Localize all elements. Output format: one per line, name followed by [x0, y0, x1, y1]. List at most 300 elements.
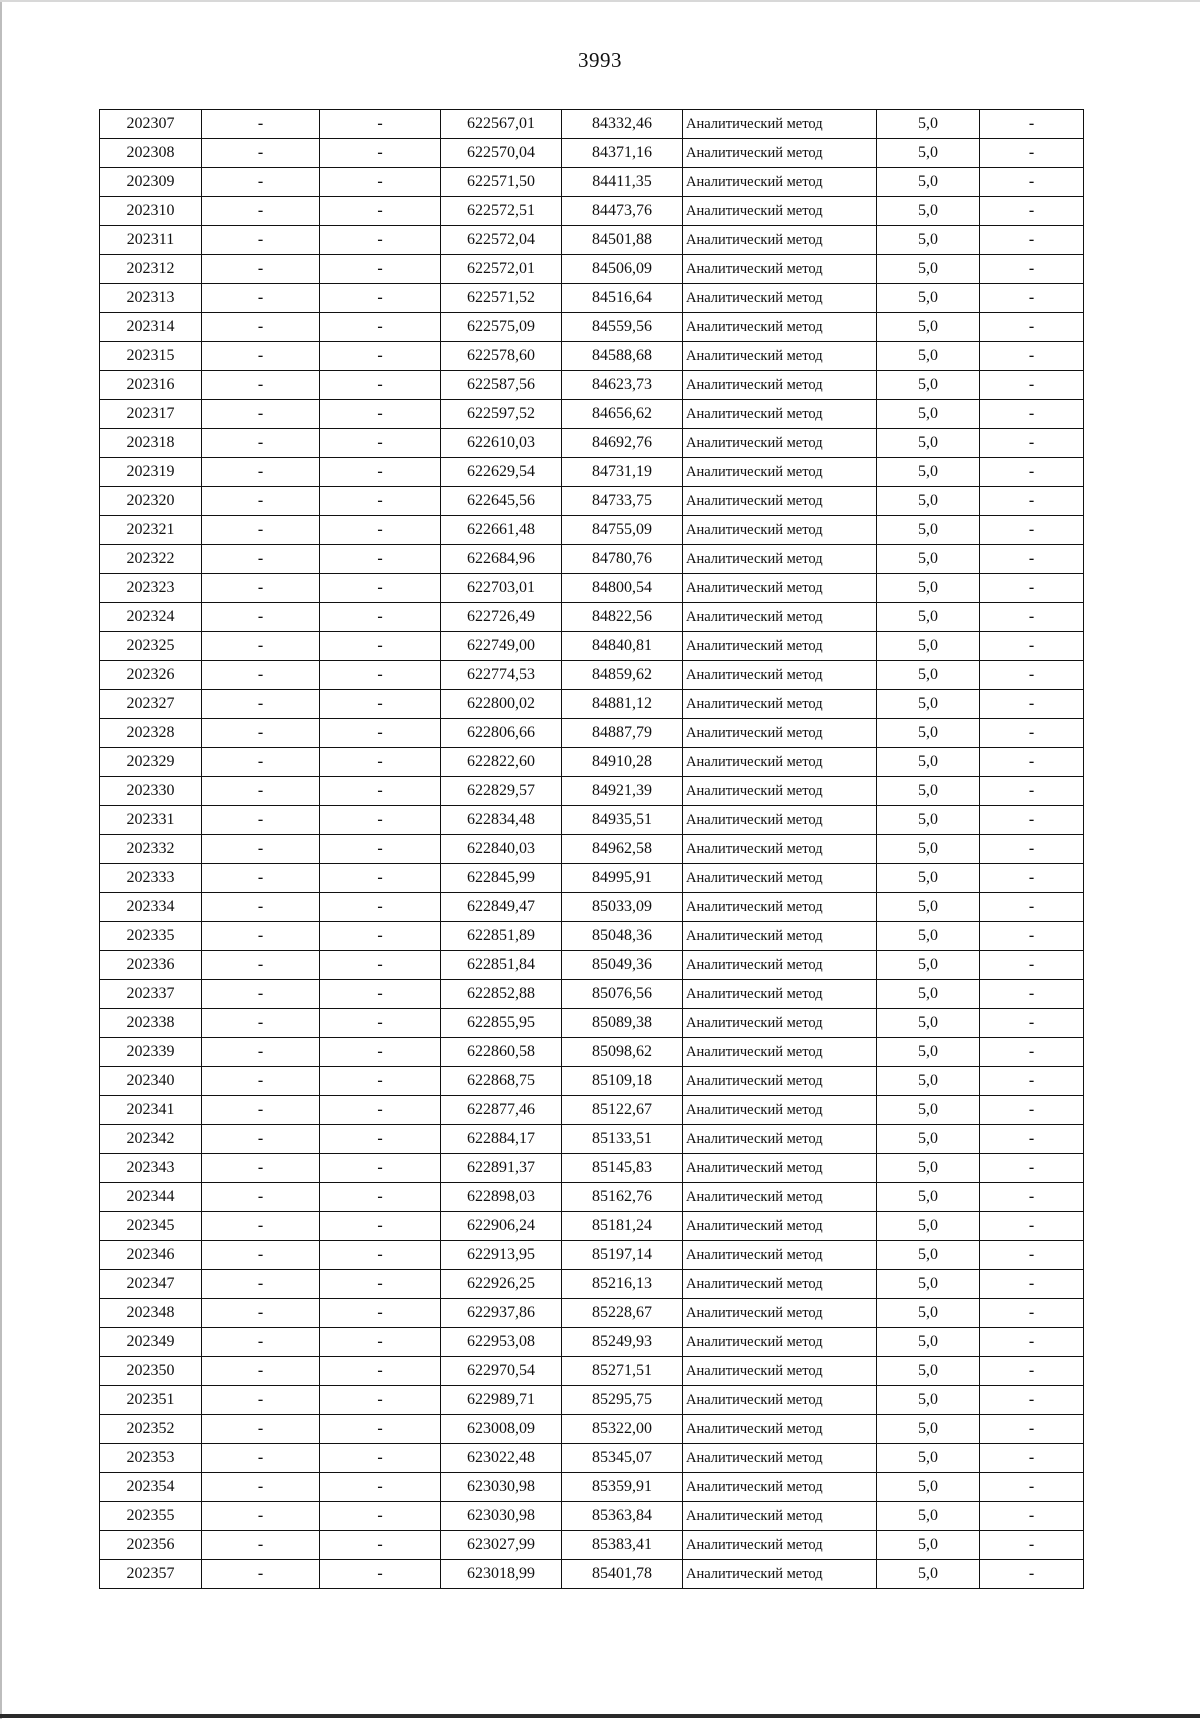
cell-method: Аналитический метод	[683, 545, 877, 574]
cell-empty-dash: -	[980, 603, 1084, 632]
cell-empty-dash: -	[980, 1502, 1084, 1531]
cell-coordinate-x: 622829,57	[441, 777, 562, 806]
cell-coordinate-y: 85133,51	[562, 1125, 683, 1154]
cell-coordinate-y: 85098,62	[562, 1038, 683, 1067]
cell-point-number: 202312	[100, 255, 202, 284]
cell-method: Аналитический метод	[683, 1560, 877, 1589]
cell-empty-dash: -	[980, 226, 1084, 255]
cell-coordinate-x: 622822,60	[441, 748, 562, 777]
cell-point-number: 202326	[100, 661, 202, 690]
cell-point-number: 202337	[100, 980, 202, 1009]
cell-coordinate-y: 84962,58	[562, 835, 683, 864]
cell-empty-dash: -	[980, 1444, 1084, 1473]
cell-point-number: 202335	[100, 922, 202, 951]
cell-empty-dash: -	[202, 1212, 320, 1241]
cell-empty-dash: -	[202, 1270, 320, 1299]
cell-coordinate-y: 84780,76	[562, 545, 683, 574]
cell-empty-dash: -	[202, 139, 320, 168]
cell-method: Аналитический метод	[683, 197, 877, 226]
cell-empty-dash: -	[980, 661, 1084, 690]
cell-empty-dash: -	[202, 1328, 320, 1357]
cell-point-number: 202317	[100, 400, 202, 429]
cell-coordinate-x: 622891,37	[441, 1154, 562, 1183]
cell-coordinate-y: 84371,16	[562, 139, 683, 168]
cell-coordinate-y: 84822,56	[562, 603, 683, 632]
cell-coordinate-y: 84559,56	[562, 313, 683, 342]
cell-coordinate-y: 84501,88	[562, 226, 683, 255]
cell-empty-dash: -	[202, 893, 320, 922]
cell-empty-dash: -	[320, 980, 441, 1009]
cell-accuracy: 5,0	[877, 1183, 980, 1212]
cell-empty-dash: -	[980, 1154, 1084, 1183]
cell-empty-dash: -	[980, 1299, 1084, 1328]
cell-point-number: 202307	[100, 110, 202, 139]
cell-empty-dash: -	[202, 1125, 320, 1154]
cell-empty-dash: -	[320, 1328, 441, 1357]
cell-empty-dash: -	[202, 864, 320, 893]
cell-empty-dash: -	[202, 980, 320, 1009]
cell-point-number: 202316	[100, 371, 202, 400]
cell-coordinate-x: 622852,88	[441, 980, 562, 1009]
cell-point-number: 202353	[100, 1444, 202, 1473]
cell-empty-dash: -	[980, 1560, 1084, 1589]
table-row	[100, 371, 1084, 400]
cell-point-number: 202323	[100, 574, 202, 603]
cell-coordinate-x: 622570,04	[441, 139, 562, 168]
cell-coordinate-x: 623030,98	[441, 1473, 562, 1502]
cell-point-number: 202308	[100, 139, 202, 168]
cell-point-number: 202321	[100, 516, 202, 545]
cell-coordinate-y: 84588,68	[562, 342, 683, 371]
cell-empty-dash: -	[980, 748, 1084, 777]
cell-method: Аналитический метод	[683, 400, 877, 429]
cell-empty-dash: -	[202, 719, 320, 748]
cell-coordinate-x: 623008,09	[441, 1415, 562, 1444]
cell-empty-dash: -	[202, 400, 320, 429]
cell-accuracy: 5,0	[877, 139, 980, 168]
cell-empty-dash: -	[980, 255, 1084, 284]
cell-method: Аналитический метод	[683, 661, 877, 690]
cell-point-number: 202350	[100, 1357, 202, 1386]
cell-empty-dash: -	[320, 806, 441, 835]
cell-coordinate-x: 622645,56	[441, 487, 562, 516]
cell-coordinate-y: 84910,28	[562, 748, 683, 777]
cell-point-number: 202354	[100, 1473, 202, 1502]
cell-empty-dash: -	[980, 313, 1084, 342]
table-row	[100, 429, 1084, 458]
cell-point-number: 202340	[100, 1067, 202, 1096]
cell-empty-dash: -	[320, 777, 441, 806]
table-row	[100, 1531, 1084, 1560]
cell-coordinate-y: 85363,84	[562, 1502, 683, 1531]
cell-empty-dash: -	[980, 197, 1084, 226]
cell-method: Аналитический метод	[683, 864, 877, 893]
cell-coordinate-x: 622884,17	[441, 1125, 562, 1154]
cell-accuracy: 5,0	[877, 1154, 980, 1183]
table-row	[100, 1386, 1084, 1415]
cell-method: Аналитический метод	[683, 1009, 877, 1038]
cell-empty-dash: -	[320, 864, 441, 893]
cell-method: Аналитический метод	[683, 1386, 877, 1415]
cell-accuracy: 5,0	[877, 1386, 980, 1415]
table-row	[100, 1415, 1084, 1444]
cell-empty-dash: -	[980, 342, 1084, 371]
cell-method: Аналитический метод	[683, 893, 877, 922]
cell-coordinate-x: 622898,03	[441, 1183, 562, 1212]
cell-accuracy: 5,0	[877, 748, 980, 777]
cell-empty-dash: -	[202, 487, 320, 516]
cell-coordinate-y: 84840,81	[562, 632, 683, 661]
cell-empty-dash: -	[980, 168, 1084, 197]
cell-accuracy: 5,0	[877, 255, 980, 284]
cell-method: Аналитический метод	[683, 922, 877, 951]
cell-empty-dash: -	[320, 632, 441, 661]
cell-method: Аналитический метод	[683, 980, 877, 1009]
cell-coordinate-y: 84995,91	[562, 864, 683, 893]
cell-empty-dash: -	[980, 1357, 1084, 1386]
cell-empty-dash: -	[320, 1560, 441, 1589]
cell-empty-dash: -	[980, 110, 1084, 139]
cell-coordinate-x: 622571,52	[441, 284, 562, 313]
cell-empty-dash: -	[320, 1357, 441, 1386]
cell-point-number: 202314	[100, 313, 202, 342]
cell-point-number: 202348	[100, 1299, 202, 1328]
cell-empty-dash: -	[980, 632, 1084, 661]
cell-empty-dash: -	[202, 516, 320, 545]
cell-empty-dash: -	[202, 371, 320, 400]
cell-point-number: 202345	[100, 1212, 202, 1241]
table-row	[100, 603, 1084, 632]
cell-accuracy: 5,0	[877, 226, 980, 255]
cell-empty-dash: -	[320, 1241, 441, 1270]
cell-point-number: 202322	[100, 545, 202, 574]
cell-point-number: 202339	[100, 1038, 202, 1067]
cell-point-number: 202324	[100, 603, 202, 632]
cell-coordinate-x: 622840,03	[441, 835, 562, 864]
cell-point-number: 202342	[100, 1125, 202, 1154]
cell-empty-dash: -	[980, 1270, 1084, 1299]
cell-accuracy: 5,0	[877, 487, 980, 516]
cell-empty-dash: -	[320, 603, 441, 632]
cell-method: Аналитический метод	[683, 1212, 877, 1241]
cell-empty-dash: -	[980, 806, 1084, 835]
cell-accuracy: 5,0	[877, 371, 980, 400]
cell-method: Аналитический метод	[683, 690, 877, 719]
cell-empty-dash: -	[980, 574, 1084, 603]
table-row	[100, 777, 1084, 806]
table-row	[100, 1154, 1084, 1183]
cell-method: Аналитический метод	[683, 777, 877, 806]
cell-coordinate-y: 85181,24	[562, 1212, 683, 1241]
cell-method: Аналитический метод	[683, 719, 877, 748]
cell-coordinate-x: 622684,96	[441, 545, 562, 574]
cell-coordinate-y: 85089,38	[562, 1009, 683, 1038]
cell-empty-dash: -	[320, 1096, 441, 1125]
cell-accuracy: 5,0	[877, 545, 980, 574]
cell-coordinate-x: 622726,49	[441, 603, 562, 632]
cell-method: Аналитический метод	[683, 110, 877, 139]
cell-accuracy: 5,0	[877, 1212, 980, 1241]
cell-accuracy: 5,0	[877, 661, 980, 690]
scan-edge-bottom	[0, 1714, 1200, 1718]
cell-method: Аналитический метод	[683, 1270, 877, 1299]
cell-point-number: 202330	[100, 777, 202, 806]
table-row	[100, 1444, 1084, 1473]
cell-method: Аналитический метод	[683, 1067, 877, 1096]
cell-accuracy: 5,0	[877, 719, 980, 748]
cell-coordinate-y: 84921,39	[562, 777, 683, 806]
cell-coordinate-x: 622855,95	[441, 1009, 562, 1038]
cell-method: Аналитический метод	[683, 632, 877, 661]
cell-point-number: 202334	[100, 893, 202, 922]
cell-empty-dash: -	[320, 748, 441, 777]
cell-empty-dash: -	[980, 400, 1084, 429]
cell-empty-dash: -	[980, 458, 1084, 487]
cell-empty-dash: -	[980, 1328, 1084, 1357]
cell-coordinate-y: 85076,56	[562, 980, 683, 1009]
cell-accuracy: 5,0	[877, 1067, 980, 1096]
cell-empty-dash: -	[202, 1299, 320, 1328]
cell-coordinate-x: 622849,47	[441, 893, 562, 922]
cell-empty-dash: -	[202, 1154, 320, 1183]
cell-accuracy: 5,0	[877, 1502, 980, 1531]
cell-point-number: 202329	[100, 748, 202, 777]
cell-coordinate-y: 85401,78	[562, 1560, 683, 1589]
cell-point-number: 202319	[100, 458, 202, 487]
cell-empty-dash: -	[202, 429, 320, 458]
cell-coordinate-x: 622989,71	[441, 1386, 562, 1415]
cell-accuracy: 5,0	[877, 1415, 980, 1444]
cell-coordinate-x: 622937,86	[441, 1299, 562, 1328]
cell-method: Аналитический метод	[683, 806, 877, 835]
cell-accuracy: 5,0	[877, 1299, 980, 1328]
cell-empty-dash: -	[320, 1270, 441, 1299]
cell-coordinate-y: 85383,41	[562, 1531, 683, 1560]
cell-accuracy: 5,0	[877, 284, 980, 313]
cell-point-number: 202309	[100, 168, 202, 197]
cell-coordinate-y: 85359,91	[562, 1473, 683, 1502]
table-row	[100, 255, 1084, 284]
cell-empty-dash: -	[202, 1067, 320, 1096]
cell-coordinate-y: 85295,75	[562, 1386, 683, 1415]
cell-method: Аналитический метод	[683, 516, 877, 545]
cell-coordinate-x: 622851,84	[441, 951, 562, 980]
cell-coordinate-y: 85322,00	[562, 1415, 683, 1444]
cell-coordinate-y: 84935,51	[562, 806, 683, 835]
cell-empty-dash: -	[320, 110, 441, 139]
table-row	[100, 893, 1084, 922]
cell-method: Аналитический метод	[683, 1299, 877, 1328]
cell-point-number: 202344	[100, 1183, 202, 1212]
cell-coordinate-x: 622572,51	[441, 197, 562, 226]
table-row	[100, 1241, 1084, 1270]
cell-empty-dash: -	[320, 1502, 441, 1531]
table-row	[100, 1183, 1084, 1212]
cell-method: Аналитический метод	[683, 487, 877, 516]
cell-empty-dash: -	[202, 1096, 320, 1125]
cell-accuracy: 5,0	[877, 980, 980, 1009]
cell-accuracy: 5,0	[877, 1473, 980, 1502]
cell-empty-dash: -	[980, 1386, 1084, 1415]
cell-coordinate-y: 85345,07	[562, 1444, 683, 1473]
cell-empty-dash: -	[202, 1241, 320, 1270]
cell-coordinate-y: 84733,75	[562, 487, 683, 516]
table-row	[100, 313, 1084, 342]
cell-empty-dash: -	[320, 1067, 441, 1096]
cell-coordinate-y: 84755,09	[562, 516, 683, 545]
cell-point-number: 202346	[100, 1241, 202, 1270]
cell-point-number: 202313	[100, 284, 202, 313]
cell-coordinate-y: 84473,76	[562, 197, 683, 226]
cell-empty-dash: -	[202, 1473, 320, 1502]
cell-empty-dash: -	[202, 1415, 320, 1444]
cell-empty-dash: -	[980, 690, 1084, 719]
cell-empty-dash: -	[980, 1009, 1084, 1038]
table-row	[100, 1357, 1084, 1386]
cell-empty-dash: -	[202, 342, 320, 371]
cell-point-number: 202347	[100, 1270, 202, 1299]
cell-coordinate-x: 622845,99	[441, 864, 562, 893]
cell-accuracy: 5,0	[877, 777, 980, 806]
cell-empty-dash: -	[202, 1009, 320, 1038]
cell-coordinate-y: 85049,36	[562, 951, 683, 980]
table-row	[100, 1473, 1084, 1502]
table-row	[100, 1212, 1084, 1241]
cell-coordinate-y: 84692,76	[562, 429, 683, 458]
cell-empty-dash: -	[202, 806, 320, 835]
table-row	[100, 284, 1084, 313]
table-row	[100, 1009, 1084, 1038]
cell-point-number: 202327	[100, 690, 202, 719]
cell-empty-dash: -	[320, 139, 441, 168]
table-row	[100, 1067, 1084, 1096]
table-row	[100, 226, 1084, 255]
table-row	[100, 1560, 1084, 1589]
table-row	[100, 719, 1084, 748]
table-row	[100, 690, 1084, 719]
cell-method: Аналитический метод	[683, 1096, 877, 1125]
cell-empty-dash: -	[202, 1560, 320, 1589]
cell-empty-dash: -	[320, 719, 441, 748]
table-row	[100, 1125, 1084, 1154]
table-row	[100, 806, 1084, 835]
cell-accuracy: 5,0	[877, 603, 980, 632]
cell-empty-dash: -	[320, 516, 441, 545]
cell-method: Аналитический метод	[683, 1502, 877, 1531]
cell-method: Аналитический метод	[683, 1241, 877, 1270]
cell-method: Аналитический метод	[683, 429, 877, 458]
cell-accuracy: 5,0	[877, 806, 980, 835]
cell-coordinate-x: 622749,00	[441, 632, 562, 661]
table-row	[100, 748, 1084, 777]
cell-empty-dash: -	[202, 197, 320, 226]
cell-accuracy: 5,0	[877, 893, 980, 922]
table-row	[100, 632, 1084, 661]
table-row	[100, 342, 1084, 371]
cell-coordinate-y: 84623,73	[562, 371, 683, 400]
cell-coordinate-y: 85048,36	[562, 922, 683, 951]
cell-coordinate-y: 85249,93	[562, 1328, 683, 1357]
cell-accuracy: 5,0	[877, 574, 980, 603]
cell-coordinate-x: 622629,54	[441, 458, 562, 487]
cell-coordinate-x: 622953,08	[441, 1328, 562, 1357]
cell-empty-dash: -	[320, 1531, 441, 1560]
cell-coordinate-x: 622572,01	[441, 255, 562, 284]
cell-empty-dash: -	[320, 922, 441, 951]
cell-accuracy: 5,0	[877, 1357, 980, 1386]
table-row	[100, 864, 1084, 893]
cell-coordinate-x: 622800,02	[441, 690, 562, 719]
table-row	[100, 1270, 1084, 1299]
cell-accuracy: 5,0	[877, 168, 980, 197]
cell-empty-dash: -	[980, 864, 1084, 893]
cell-method: Аналитический метод	[683, 168, 877, 197]
cell-coordinate-x: 622806,66	[441, 719, 562, 748]
table-row	[100, 458, 1084, 487]
cell-point-number: 202356	[100, 1531, 202, 1560]
cell-coordinate-y: 85228,67	[562, 1299, 683, 1328]
cell-empty-dash: -	[202, 1357, 320, 1386]
cell-empty-dash: -	[980, 429, 1084, 458]
table-row	[100, 487, 1084, 516]
cell-empty-dash: -	[202, 1386, 320, 1415]
cell-coordinate-y: 85109,18	[562, 1067, 683, 1096]
cell-accuracy: 5,0	[877, 1096, 980, 1125]
table-row	[100, 835, 1084, 864]
cell-empty-dash: -	[202, 661, 320, 690]
cell-empty-dash: -	[320, 835, 441, 864]
cell-empty-dash: -	[202, 1183, 320, 1212]
cell-method: Аналитический метод	[683, 1038, 877, 1067]
cell-point-number: 202315	[100, 342, 202, 371]
coordinates-table	[99, 109, 1084, 1589]
cell-empty-dash: -	[320, 1038, 441, 1067]
cell-accuracy: 5,0	[877, 864, 980, 893]
cell-empty-dash: -	[320, 1299, 441, 1328]
cell-empty-dash: -	[202, 748, 320, 777]
cell-empty-dash: -	[202, 777, 320, 806]
cell-method: Аналитический метод	[683, 1328, 877, 1357]
cell-accuracy: 5,0	[877, 690, 980, 719]
cell-method: Аналитический метод	[683, 1444, 877, 1473]
cell-empty-dash: -	[980, 1125, 1084, 1154]
cell-method: Аналитический метод	[683, 1154, 877, 1183]
table-row	[100, 1299, 1084, 1328]
cell-empty-dash: -	[980, 1096, 1084, 1125]
cell-empty-dash: -	[202, 458, 320, 487]
cell-coordinate-y: 84859,62	[562, 661, 683, 690]
cell-point-number: 202352	[100, 1415, 202, 1444]
table-row	[100, 197, 1084, 226]
cell-empty-dash: -	[980, 1241, 1084, 1270]
cell-coordinate-y: 84332,46	[562, 110, 683, 139]
cell-coordinate-y: 84516,64	[562, 284, 683, 313]
cell-coordinate-x: 622610,03	[441, 429, 562, 458]
cell-empty-dash: -	[202, 690, 320, 719]
cell-method: Аналитический метод	[683, 1531, 877, 1560]
cell-accuracy: 5,0	[877, 951, 980, 980]
cell-empty-dash: -	[980, 777, 1084, 806]
cell-empty-dash: -	[202, 1502, 320, 1531]
cell-empty-dash: -	[980, 545, 1084, 574]
cell-accuracy: 5,0	[877, 516, 980, 545]
cell-empty-dash: -	[202, 545, 320, 574]
cell-empty-dash: -	[980, 1183, 1084, 1212]
cell-empty-dash: -	[320, 400, 441, 429]
cell-point-number: 202336	[100, 951, 202, 980]
cell-empty-dash: -	[202, 951, 320, 980]
cell-empty-dash: -	[320, 893, 441, 922]
